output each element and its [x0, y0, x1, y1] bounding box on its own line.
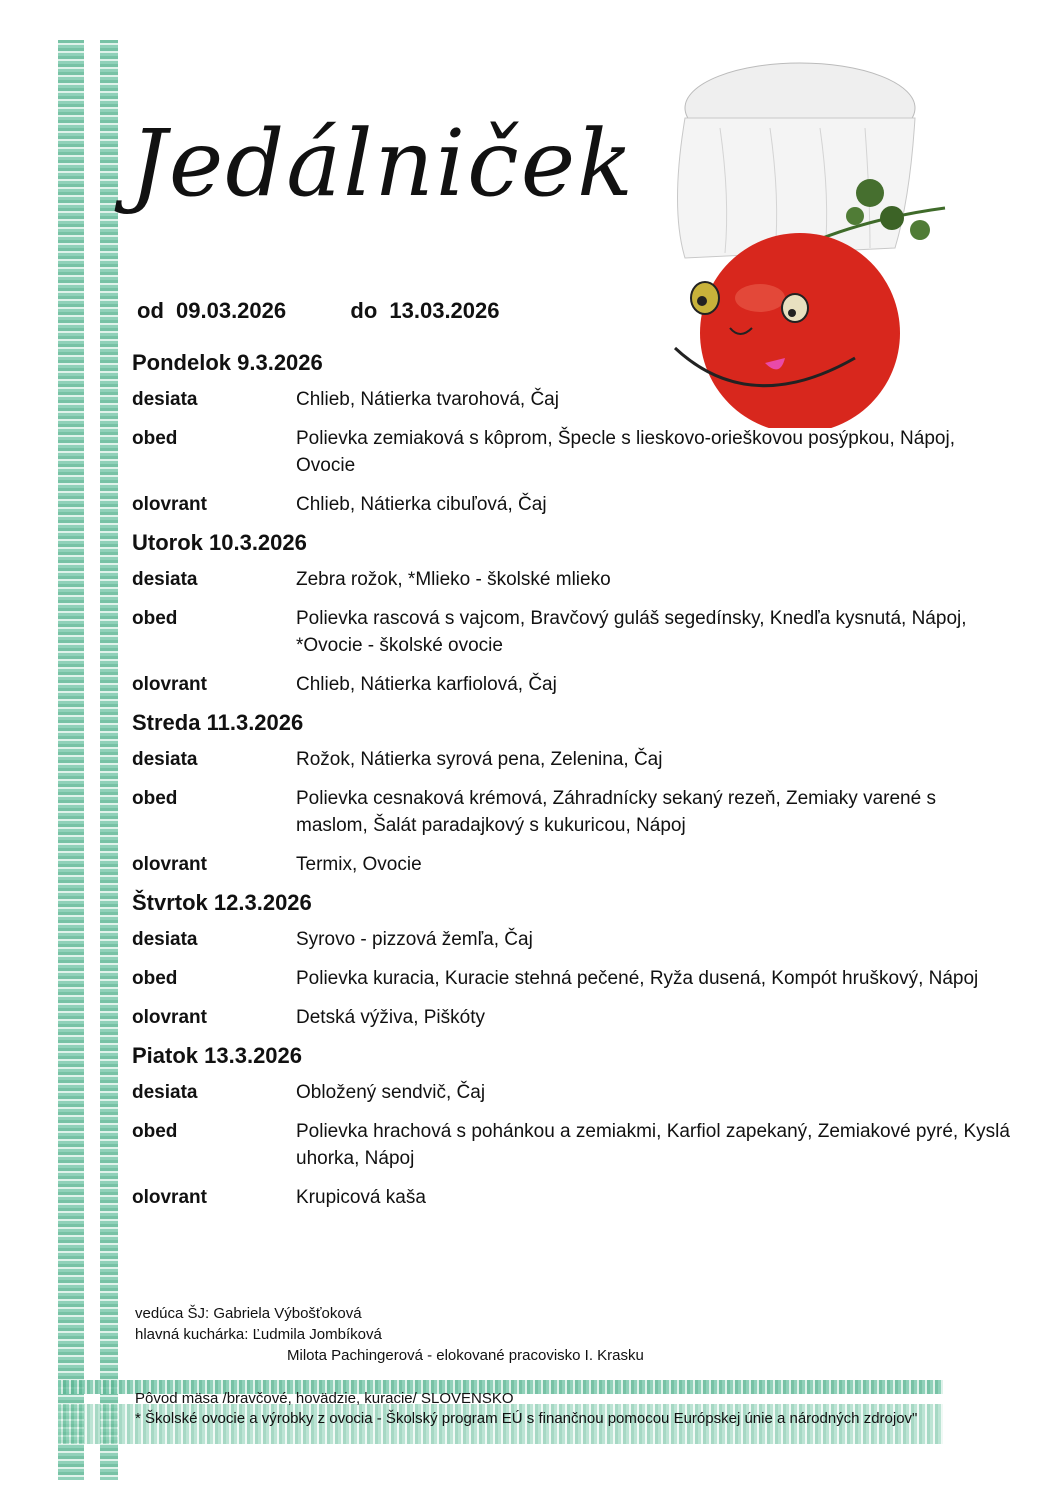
meal-label: olovrant	[132, 854, 207, 875]
meal-row	[132, 965, 1012, 992]
meal-row	[132, 671, 1012, 698]
day-title: Štvrtok 12.3.2026	[132, 890, 312, 915]
meal-label: obed	[132, 788, 178, 809]
day-title: Pondelok 9.3.2026	[132, 350, 323, 375]
meal-text: Detská výživa, Piškóty	[296, 1007, 485, 1028]
day-section	[132, 350, 1012, 518]
meal-row	[132, 386, 1012, 413]
to-date: 13.03.2026	[389, 298, 500, 323]
day-title: Piatok 13.3.2026	[132, 1043, 303, 1068]
day-title: Utorok 10.3.2026	[132, 530, 307, 555]
meal-text: Krupicová kaša	[296, 1187, 426, 1208]
meal-label: olovrant	[132, 1007, 207, 1028]
meal-label: obed	[132, 1121, 178, 1142]
meal-row	[132, 566, 1012, 593]
meal-label: obed	[132, 608, 178, 629]
meal-text: Polievka cesnaková krémová, Záhradnícky sekaný rezeň, Zemiaky varené s maslom, Šalát paradajkový s kukuricou, Nápoj	[296, 788, 936, 836]
meal-label: olovrant	[132, 1187, 207, 1208]
meal-row	[132, 785, 1012, 839]
meal-row	[132, 746, 1012, 773]
meal-text: Polievka rascová s vajcom, Bravčový guláš segedínsky, Knedľa kysnutá, Nápoj, *Ovocie - školské ovocie	[296, 608, 967, 656]
meal-row	[132, 851, 1012, 878]
staff-head-cook: hlavná kuchárka: Ľudmila Jombíková	[135, 1326, 382, 1343]
from-date: 09.03.2026	[176, 298, 287, 323]
meal-row	[132, 1079, 1012, 1106]
meal-text: Termix, Ovocie	[296, 854, 422, 875]
meal-row	[132, 1184, 1012, 1211]
footnotes	[135, 1389, 935, 1429]
decorative-stripe-left-inner	[100, 40, 118, 1480]
meal-label: obed	[132, 968, 178, 989]
day-section	[132, 890, 1012, 1031]
day-title: Streda 11.3.2026	[132, 710, 304, 735]
meal-row	[132, 1004, 1012, 1031]
meal-text: Zebra rožok, *Mlieko - školské mlieko	[296, 569, 611, 590]
meal-row	[132, 605, 1012, 659]
meal-text: Polievka zemiaková s kôprom, Špecle s lieskovo-orieškovou posýpkou, Nápoj, Ovocie	[296, 428, 955, 476]
meat-origin-note: Pôvod mäsa /bravčové, hovädzie, kuracie/ SLOVENSKO	[135, 1390, 514, 1407]
meal-label: desiata	[132, 389, 198, 410]
meal-text: Polievka hrachová s pohánkou a zemiakmi, Karfiol zapekaný, Zemiakové pyré, Kyslá uhorka, Nápoj	[296, 1121, 1010, 1169]
meal-row	[132, 425, 1012, 479]
day-section	[132, 530, 1012, 698]
meal-row	[132, 926, 1012, 953]
decorative-stripe-left	[58, 40, 84, 1480]
meal-label: desiata	[132, 569, 198, 590]
menu-list	[132, 350, 1012, 1223]
meal-label: desiata	[132, 749, 198, 770]
meal-text: Syrovo - pizzová žemľa, Čaj	[296, 929, 533, 950]
day-section	[132, 710, 1012, 878]
date-range	[137, 298, 506, 324]
meal-label: obed	[132, 428, 178, 449]
meal-label: olovrant	[132, 674, 207, 695]
meal-label: desiata	[132, 929, 198, 950]
meal-text: Obložený sendvič, Čaj	[296, 1082, 486, 1103]
meal-row	[132, 1118, 1012, 1172]
meal-text: Chlieb, Nátierka cibuľová, Čaj	[296, 494, 547, 515]
staff-info	[135, 1303, 644, 1366]
meal-text: Polievka kuracia, Kuracie stehná pečené, Ryža dusená, Kompót hruškový, Nápoj	[296, 968, 979, 989]
day-section	[132, 1043, 1012, 1211]
staff-branch-cook: Milota Pachingerová - elokované pracovisko I. Krasku	[287, 1347, 644, 1364]
school-program-note: * Školské ovocie a výrobky z ovocia - Školský program EÚ s finančnou pomocou Európskej únie a národných zdrojov"	[135, 1410, 918, 1427]
meal-label: desiata	[132, 1082, 198, 1103]
meal-label: olovrant	[132, 494, 207, 515]
meal-text: Chlieb, Nátierka karfiolová, Čaj	[296, 674, 557, 695]
meal-text: Chlieb, Nátierka tvarohová, Čaj	[296, 389, 559, 410]
page-title: Jedálniček	[130, 110, 635, 217]
meal-text: Rožok, Nátierka syrová pena, Zelenina, Čaj	[296, 749, 663, 770]
meal-row	[132, 491, 1012, 518]
staff-manager: vedúca ŠJ: Gabriela Výbošťoková	[135, 1305, 362, 1322]
to-label: do	[350, 298, 378, 323]
from-label: od	[137, 298, 164, 323]
